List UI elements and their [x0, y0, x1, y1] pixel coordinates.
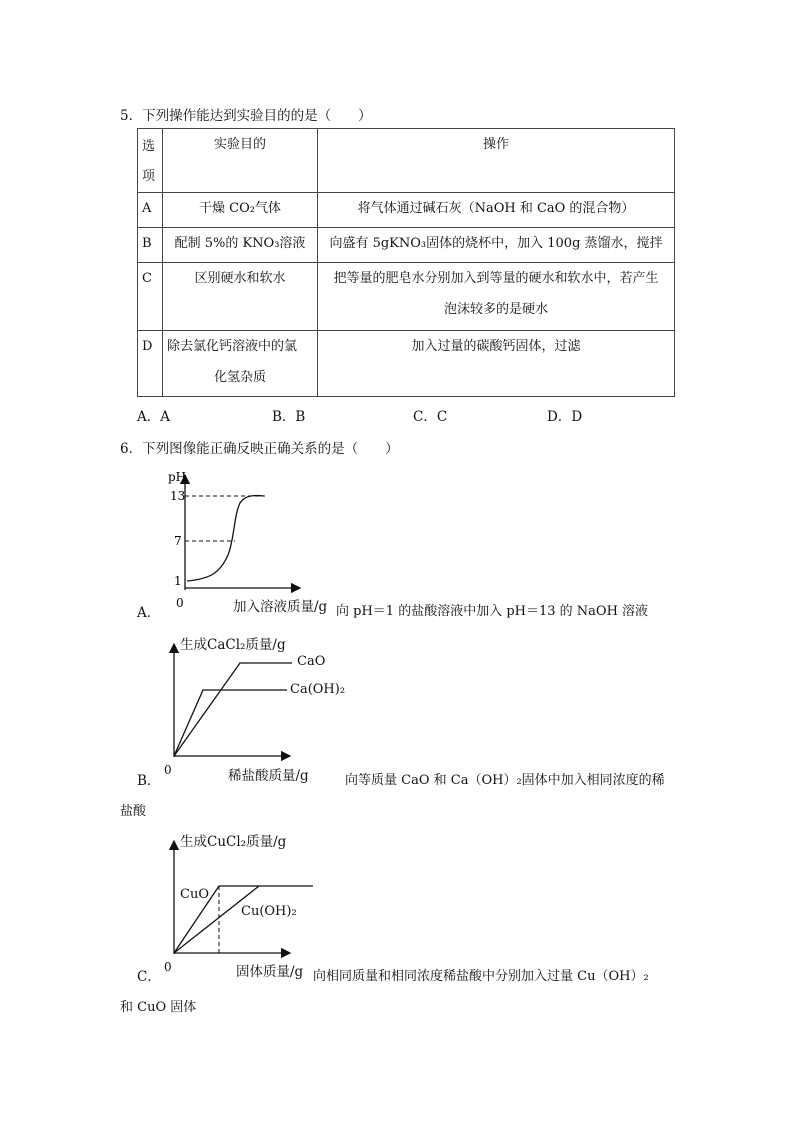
graph-c-label[interactable]: C．: [137, 969, 161, 985]
graph-b-xlabel: 稀盐酸质量/g: [228, 768, 309, 784]
graph-a-ylabel: pH: [168, 470, 187, 484]
graph-a: [150, 465, 350, 615]
graph-b-ylabel: 生成CaCl₂质量/g: [180, 637, 286, 653]
graph-b-origin: 0: [164, 763, 172, 777]
caoh2-line: [174, 690, 287, 756]
graph-c-caption-1: 向相同质量和相同浓度稀盐酸中分别加入过量 Cu（OH）₂: [313, 969, 649, 984]
graph-c-line2: Cu(OH)₂: [241, 904, 297, 919]
table-row: D 除去氯化钙溶液中的氯 化氢杂质 加入过量的碳酸钙固体，过滤: [138, 331, 675, 397]
graph-c-line1: CuO: [180, 887, 209, 902]
table-row: A 干燥 CO₂气体 将气体通过碱石灰（NaOH 和 CaO 的混合物）: [138, 193, 675, 228]
table-row: B 配制 5%的 KNO₃溶液 向盛有 5gKNO₃固体的烧杯中，加入 100g 蒸馏水，搅拌: [138, 228, 675, 263]
origin: 0: [176, 596, 184, 610]
graph-a-xlabel: 加入溶液质量/g: [233, 599, 328, 615]
graph-c-xlabel: 固体质量/g: [236, 964, 304, 980]
q6-title: 6．下列图像能正确反映正确关系的是（ ）: [120, 441, 399, 457]
ytick-13: 13: [170, 489, 186, 503]
choice-b[interactable]: B．B: [272, 409, 306, 425]
graph-b-label[interactable]: B．: [137, 773, 161, 789]
graph-b-line2: Ca(OH)₂: [290, 682, 346, 697]
graph-a-caption: 向 pH＝1 的盐酸溶液中加入 pH＝13 的 NaOH 溶液: [336, 604, 649, 619]
choice-d[interactable]: D．D: [547, 409, 583, 425]
ph-curve: [187, 496, 264, 581]
header-operation: 操作: [318, 129, 675, 193]
graph-b-caption-2: 盐酸: [120, 804, 147, 819]
ytick-1: 1: [174, 574, 182, 588]
graph-a-label[interactable]: A．: [137, 605, 161, 621]
graph-c-caption-2: 和 CuO 固体: [120, 1000, 197, 1015]
header-purpose: 实验目的: [163, 129, 318, 193]
graph-b-caption-1: 向等质量 CaO 和 Ca（OH）₂固体中加入相同浓度的稀: [345, 773, 665, 788]
graph-c-origin: 0: [164, 960, 172, 974]
header-option: 选项: [138, 129, 163, 193]
q5-table: [137, 128, 675, 397]
cao-line: [174, 663, 292, 756]
choice-c[interactable]: C．C: [413, 409, 448, 425]
graph-b-line1: CaO: [297, 654, 326, 669]
graph-c-ylabel: 生成CuCl₂质量/g: [180, 834, 287, 850]
ytick-7: 7: [174, 534, 182, 548]
q5-title: 5．下列操作能达到实验目的的是（ ）: [120, 108, 372, 124]
choice-a[interactable]: A．A: [137, 409, 170, 425]
table-row: C 区别硬水和软水 把等量的肥皂水分别加入到等量的硬水和软水中，若产生 泡沫较多的是硬水: [138, 263, 675, 331]
